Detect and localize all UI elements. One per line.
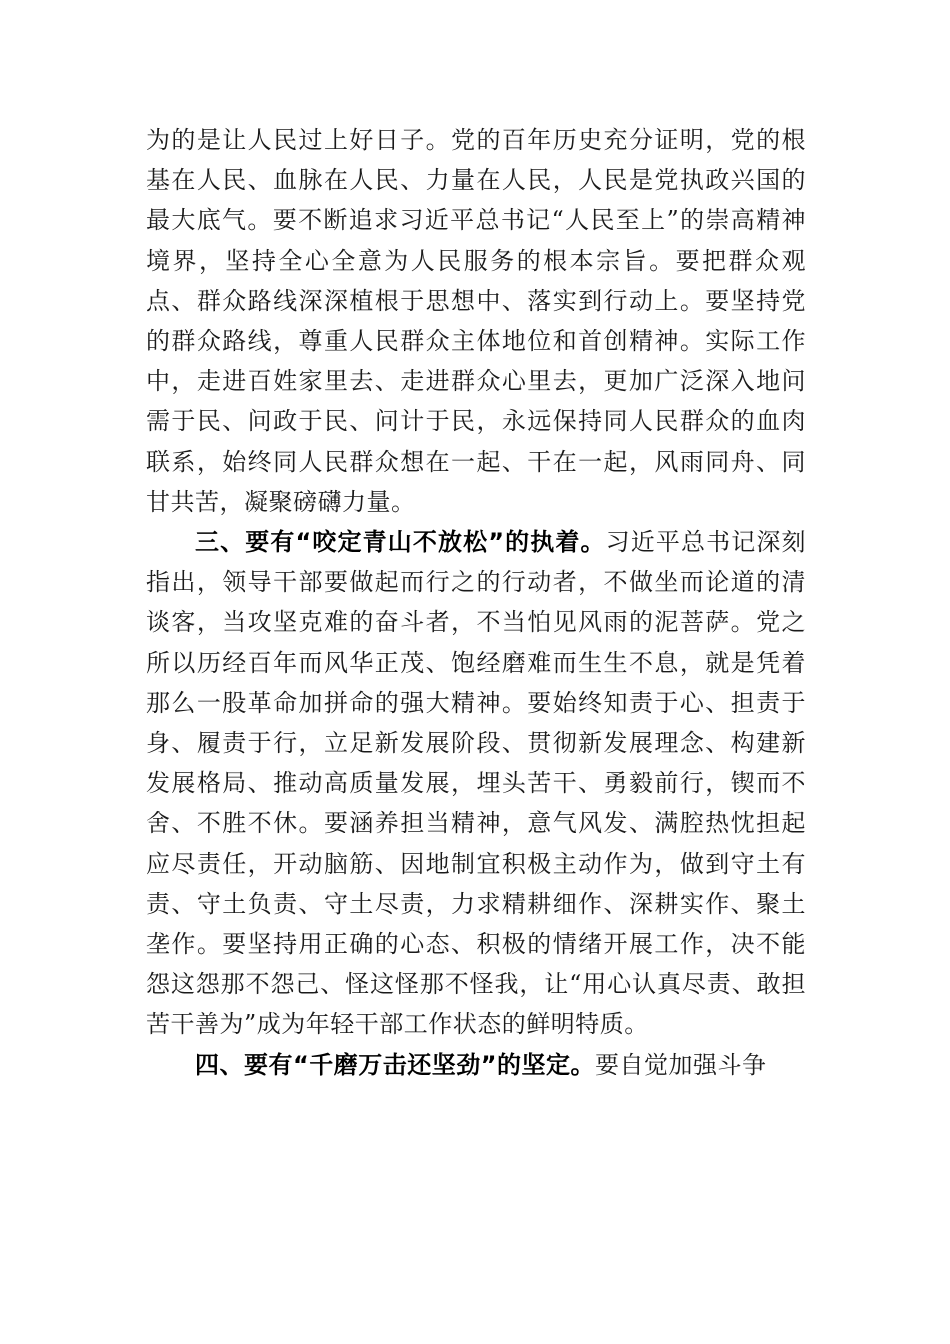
paragraph-section-four: [146, 1045, 806, 1085]
document-page: [146, 120, 806, 1085]
paragraph-continuation: [146, 120, 806, 522]
section-heading: 三、要有“咬定青山不放松”的执着。: [195, 528, 606, 557]
paragraph-section-three: [146, 522, 806, 1045]
section-heading: 四、要有“千磨万击还坚劲”的坚定。: [195, 1050, 596, 1079]
paragraph-body: 为的是让人民过上好日子。党的百年历史充分证明，党的根基在人民、血脉在人民、力量在人民，人民是党执政兴国的最大底气。要不断追求习近平总书记“人民至上”的崇高精神境界，坚持全心全意为人民服务的根本宗旨。要把群众观点、群众路线深深植根于思想中、落实到行动上。要坚持党的群众路线，尊重人民群众主体地位和首创精神。实际工作中，走进百姓家里去、走进群众心里去，更加广泛深入地问需于民、问政于民、问计于民，永远保持同人民群众的血肉联系，始终同人民群众想在一起、干在一起，风雨同舟、同甘共苦，凝聚磅礴力量。: [146, 126, 806, 516]
paragraph-body: 习近平总书记深刻指出，领导干部要做起而行之的行动者，不做坐而论道的清谈客，当攻坚克难的奋斗者，不当怕见风雨的泥菩萨。党之所以历经百年而风华正茂、饱经磨难而生生不息，就是凭着那么一股革命加拼命的强大精神。要始终知责于心、担责于身、履责于行，立足新发展阶段、贯彻新发展理念、构建新发展格局、推动高质量发展，埋头苦干、勇毅前行，锲而不舍、不胜不休。要涵养担当精神，意气风发、满腔热忱担起应尽责任，开动脑筋、因地制宜积极主动作为，做到守土有责、守土负责、守土尽责，力求精耕细作、深耕实作、聚土垄作。要坚持用正确的心态、积极的情绪开展工作，决不能怨这怨那不怨己、怪这怪那不怪我，让“用心认真尽责、敢担苦干善为”成为年轻干部工作状态的鲜明特质。: [146, 528, 807, 1039]
paragraph-body: 要自觉加强斗争: [595, 1050, 767, 1079]
